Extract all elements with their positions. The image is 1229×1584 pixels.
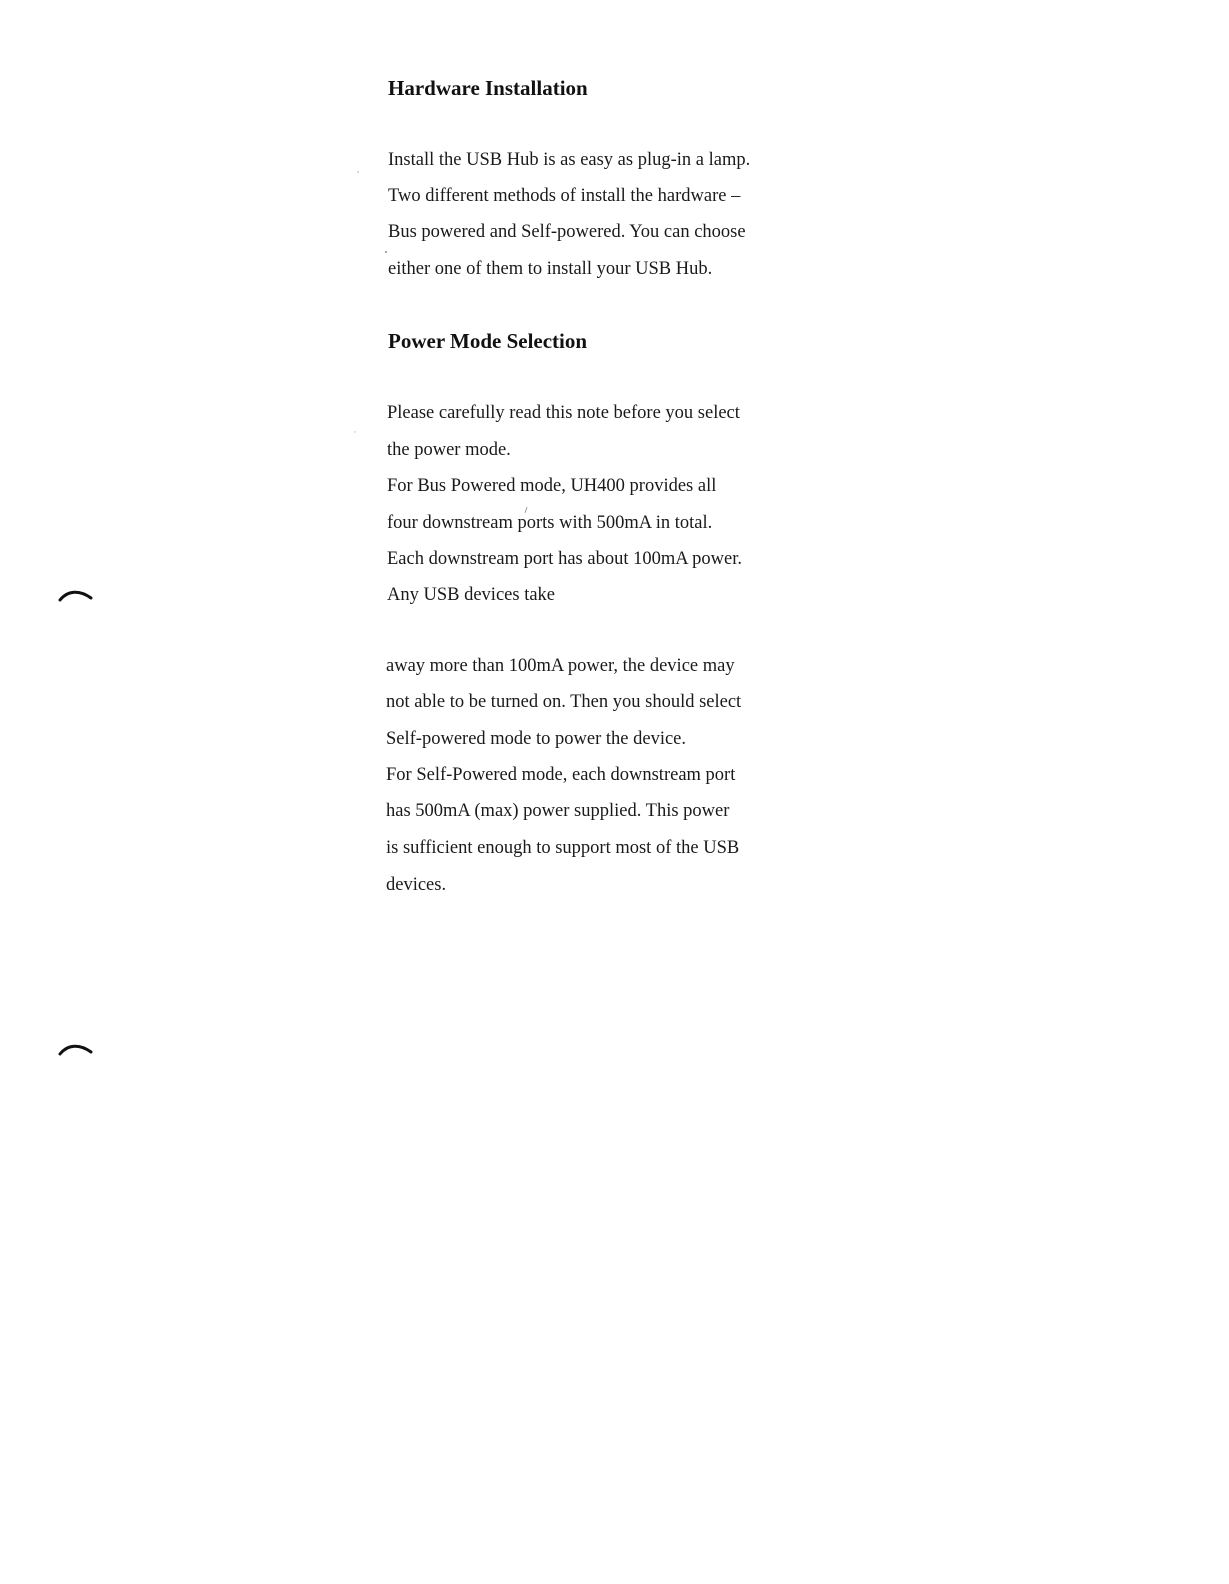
body-line: Self-powered mode to power the device. — [386, 729, 687, 749]
body-line: Install the USB Hub is as easy as plug-in a lamp. — [388, 150, 751, 170]
scan-speck — [384, 250, 388, 254]
body-line: Any USB devices take — [387, 585, 556, 605]
body-line: has 500mA (max) power supplied. This power — [386, 801, 730, 821]
body-line: Please carefully read this note before you select — [387, 403, 740, 423]
body-line: not able to be turned on. Then you should select — [386, 692, 742, 712]
body-line: Two different methods of install the hardware – — [388, 186, 741, 206]
body-line: Bus powered and Self-powered. You can choose — [388, 222, 746, 242]
heading-hardware-installation: Hardware Installation — [388, 76, 588, 100]
heading-power-mode-selection: Power Mode Selection — [388, 329, 588, 353]
body-line: the power mode. — [387, 440, 511, 460]
body-line: away more than 100mA power, the device may — [386, 656, 735, 676]
scan-speck — [356, 170, 360, 174]
body-line: For Self-Powered mode, each downstream port — [386, 765, 736, 785]
body-line: Each downstream port has about 100mA power. — [387, 549, 743, 569]
body-line: For Bus Powered mode, UH400 provides all — [387, 476, 717, 496]
binder-hole-mark — [56, 586, 96, 602]
body-line: four downstream ports with 500mA in total. — [387, 513, 713, 533]
scan-speck — [523, 506, 529, 514]
binder-hole-mark — [56, 1040, 96, 1056]
body-line: is sufficient enough to support most of the USB — [386, 838, 740, 858]
scan-speck — [353, 430, 357, 434]
body-line: devices. — [386, 875, 447, 895]
body-line: either one of them to install your USB Hub. — [388, 259, 713, 279]
